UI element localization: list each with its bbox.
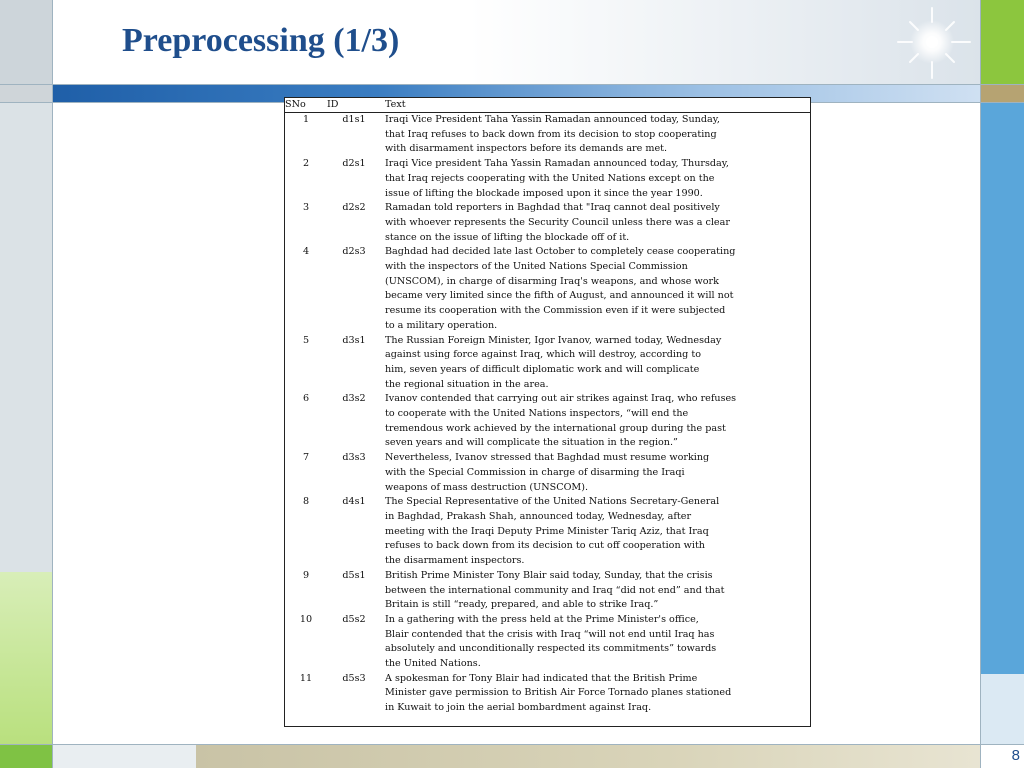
row-text: The Special Representative of the United Nations Secretary-General in Baghdad, Prakash Shah, announced today, Wednesday, after meeting with the Iraqi Deputy Prime Minister Tariq Aziz, that Iraq refuses to back down from its decision to cut off cooperation with the disarmament inspectors. <box>385 496 720 567</box>
row-id: d5s2 <box>342 613 366 625</box>
table-header-row <box>285 98 810 113</box>
header-text: Text <box>381 98 810 113</box>
row-id: d2s2 <box>342 202 366 214</box>
row-sno: 4 <box>302 246 310 258</box>
row-id: d2s3 <box>342 246 366 258</box>
right-blue-tile <box>980 102 1024 674</box>
right-top-green-tile <box>980 0 1024 84</box>
row-sno: 11 <box>299 672 313 684</box>
table-row <box>285 201 810 245</box>
table-row <box>285 157 810 201</box>
grid-line <box>0 744 1024 745</box>
table-row <box>285 495 810 569</box>
row-text: Ramadan told reporters in Baghdad that "Iraq cannot deal positively with whoever represents the Security Council unless there was a clear stance on the issue of lifting the blockade off of it. <box>385 202 730 243</box>
row-id: d3s1 <box>342 334 366 346</box>
row-sno: 3 <box>302 202 310 214</box>
row-text: In a gathering with the press held at the Prime Minister's office, Blair contended that the crisis with Iraq “will not end until Iraq has absolutely and unconditionally respected its commitments” towards the United Nations. <box>385 613 717 670</box>
table-row <box>285 245 810 333</box>
footer-left-tile <box>52 744 196 768</box>
row-id: d3s2 <box>342 393 366 405</box>
row-text: A spokesman for Tony Blair had indicated that the British Prime Minister gave permission to British Air Force Tornado planes stationed in Kuwait to join the aerial bombardment against Iraq. <box>385 672 732 714</box>
row-id: d4s1 <box>342 496 366 508</box>
header-sno: SNo <box>285 98 327 113</box>
row-sno: 9 <box>302 569 310 581</box>
row-sno: 7 <box>302 452 310 464</box>
row-text: Ivanov contended that carrying out air strikes against Iraq, who refuses to cooperate with the United Nations inspectors, “will end the tremendous work achieved by the international group during the past seven years and will complicate the situation in the region.” <box>385 393 737 449</box>
row-id: d1s1 <box>342 114 366 125</box>
table-row <box>285 672 810 716</box>
table-row <box>285 113 810 158</box>
left-green-tile <box>0 572 52 744</box>
table-row <box>285 334 810 393</box>
row-sno: 2 <box>302 158 310 170</box>
row-id: d5s1 <box>342 569 366 581</box>
sentence-table-image <box>284 97 811 727</box>
right-light-tile <box>980 674 1024 744</box>
row-text: Iraqi Vice president Taha Yassin Ramadan announced today, Thursday, that Iraq rejects cooperating with the United Nations except on the issue of lifting the blockade imposed upon it since the year 1990. <box>385 158 729 199</box>
table-body <box>285 113 810 716</box>
left-top-tile <box>0 0 52 84</box>
row-sno: 10 <box>299 613 313 625</box>
left-bottom-tile <box>0 744 52 768</box>
header-id: ID <box>327 98 381 113</box>
grid-line <box>0 84 1024 85</box>
band-right <box>980 84 1024 102</box>
row-text: Baghdad had decided late last October to completely cease cooperating with the inspectors of the United Nations Special Commission (UNSCOM), in charge of disarming Iraq's weapons, and whose work became very limited since the fifth of August, and announced it will not resume its cooperation with the Commission even if it were subjected to a military operation. <box>385 246 736 331</box>
grid-line <box>980 0 981 768</box>
sparkle-decoration-icon <box>880 0 980 84</box>
row-text: The Russian Foreign Minister, Igor Ivanov, warned today, Wednesday against using force against Iraq, which will destroy, according to him, seven years of difficult diplomatic work and will complicate the regional situation in the area. <box>385 334 722 390</box>
row-id: d3s3 <box>342 452 366 464</box>
table-row <box>285 392 810 451</box>
grid-line <box>52 0 53 768</box>
row-sno: 6 <box>302 393 310 405</box>
row-sno: 8 <box>302 496 310 508</box>
table-row <box>285 451 810 495</box>
footer-band <box>196 744 980 768</box>
row-text: British Prime Minister Tony Blair said today, Sunday, that the crisis between the international community and Iraq “did not end” and that Britain is still “ready, prepared, and able to strike Iraq.” <box>385 569 725 611</box>
row-text: Iraqi Vice President Taha Yassin Ramadan announced today, Sunday, that Iraq refuses to back down from its decision to stop cooperating with disarmament inspectors before its demands are met. <box>385 114 720 155</box>
table-row <box>285 613 810 672</box>
row-id: d2s1 <box>342 158 366 170</box>
row-id: d5s3 <box>342 672 366 684</box>
band-left <box>0 84 52 102</box>
page-number: 8 <box>1011 747 1020 764</box>
left-middle-tile <box>0 102 52 572</box>
row-sno: 5 <box>302 334 310 346</box>
row-sno: 1 <box>302 114 310 125</box>
slide-title: Preprocessing (1/3) <box>122 22 400 59</box>
table-row <box>285 569 810 613</box>
row-text: Nevertheless, Ivanov stressed that Baghdad must resume working with the Special Commission in charge of disarming the Iraqi weapons of mass destruction (UNSCOM). <box>385 452 710 493</box>
slide-header <box>52 0 980 84</box>
sentence-table <box>285 98 810 716</box>
